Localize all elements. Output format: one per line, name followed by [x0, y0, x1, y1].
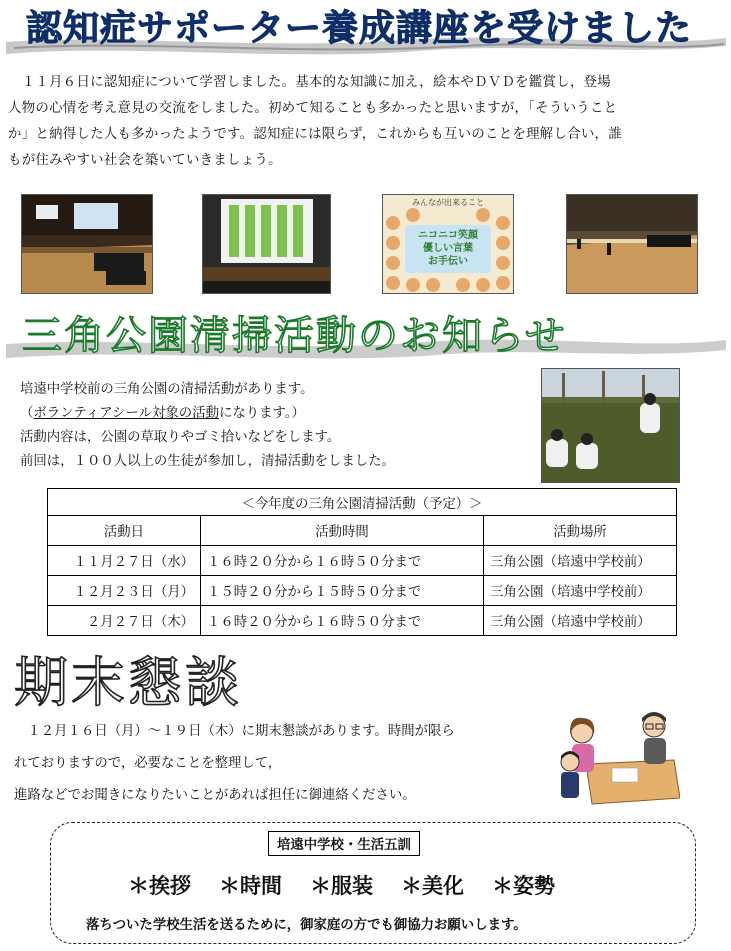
parent-meeting-text: １２月１６日（月）～１９日（木）に期末懇談があります。時間が限ら れておりますので，必要なことを整理して， 進路などでお聞きになりたいことがあれば担任に御連絡ください。	[14, 724, 455, 803]
photo-slide-what-everyone-can-do: みんなが出来ること ニコニコ笑顔 優しい言葉 お手伝い	[382, 194, 514, 294]
volunteer-sticker-note: ボランティアシール対象の活動	[33, 406, 219, 421]
photo-slide-presentation	[202, 194, 331, 294]
section-title-dementia-course: 認知症サポーター養成講座を受けました	[26, 8, 693, 49]
photo-park-cleanup	[541, 368, 680, 483]
section-title-parent-meeting: 期末懇談	[14, 651, 242, 714]
rule-time: ＊時間	[219, 874, 282, 898]
photo-gym-lecture	[21, 194, 153, 294]
school-rules-title: 培遠中学校・生活五訓	[268, 831, 420, 856]
table-header: 活動日	[48, 516, 201, 546]
park-cleanup-text: 培遠中学校前の三角公園の清掃活動があります。 （ボランティアシール対象の活動になります。） 活動内容は，公園の草取りやゴミ拾いなどをします。 前回は，１００人以上の生徒が参加し，清掃活動をしました。	[20, 382, 395, 469]
cleanup-schedule-table	[47, 488, 677, 636]
school-rules-list	[128, 870, 583, 900]
table-row: １１月２７日（水） １６時２０分から１６時５０分まで 三角公園（培遠中学校前）	[48, 546, 677, 576]
table-row: ２月２７日（木） １６時２０分から１６時５０分まで 三角公園（培遠中学校前）	[48, 606, 677, 636]
meeting-illustration	[556, 712, 680, 806]
section-title-park-cleanup: 三角公園清掃活動のお知らせ	[22, 313, 567, 359]
school-rules-footer: 落ちついた学校生活を送るために，御家庭の方でも御協力お願いします。	[86, 918, 527, 933]
table-header: 活動場所	[484, 516, 677, 546]
table-row: １２月２３日（月） １５時２０分から１５時５０分まで 三角公園（培遠中学校前）	[48, 576, 677, 606]
table-header: 活動時間	[201, 516, 484, 546]
rule-greeting: ＊挨拶	[128, 874, 191, 898]
photo-gym-students	[566, 194, 698, 294]
rule-attire: ＊服装	[310, 874, 373, 898]
table-caption: ＜今年度の三角公園清掃活動（予定）＞	[48, 489, 677, 516]
rule-posture: ＊姿勢	[492, 874, 555, 898]
dementia-course-paragraph: １１月６日に認知症について学習しました。基本的な知識に加え，絵本やＤＶＤを鑑賞し，登場 人物の心情を考え意見の交流をしました。初めて知ることも多かったと思いますが，「そういうこと か」と納得した人も多かったようです。認知症には限らず，これからも互いのことを理解し合い，誰 もが住みやすい社会を築いていきましょう。	[8, 75, 622, 168]
rule-cleanliness: ＊美化	[401, 874, 464, 898]
